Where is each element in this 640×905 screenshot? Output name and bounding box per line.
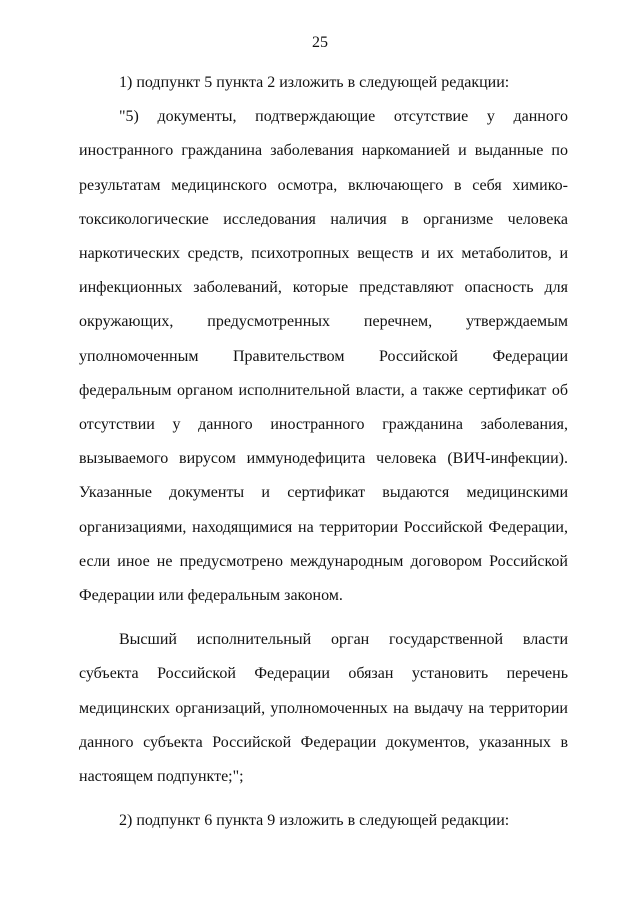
page-number: 25 [312, 34, 328, 51]
paragraph-amendment-2: 2) подпункт 6 пункта 9 изложить в следующей редакции: [119, 812, 510, 830]
paragraph-amendment-1: 1) подпункт 5 пункта 2 изложить в следующей редакции: [119, 74, 510, 91]
paragraph-regional-authority: Высший исполнительный орган государственной власти субъекта Российской Федерации обязан установить перечень медицинских организаций, уполномоченных на выдачу на территории данного субъекта Российской Федерации документов, указанных в настоящем подпункте;"; [79, 631, 568, 786]
document-body [79, 66, 568, 838]
paragraph-subpoint-5: "5) документы, подтверждающие отсутствие у данного иностранного гражданина заболевания наркоманией и выданные по результатам медицинского осмотра, включающего в себя химико-токсикологические исследования наличия в организме человека наркотических средств, психотропных веществ и их метаболитов, и инфекционных заболеваний, которые представляют опасность для окружающих, предусмотренных перечнем, утверждаемым уполномоченным Правительством Российской Федерации федеральным органом исполнительной власти, а также сертификат об отсутствии у данного иностранного гражданина заболевания, вызываемого вирусом иммунодефицита человека (ВИЧ-инфекции). Указанные документы и сертификат выдаются медицинскими организациями, находящимися на территории Российской Федерации, если иное не предусмотрено международным договором Российской Федерации или федеральным законом. [79, 108, 568, 605]
